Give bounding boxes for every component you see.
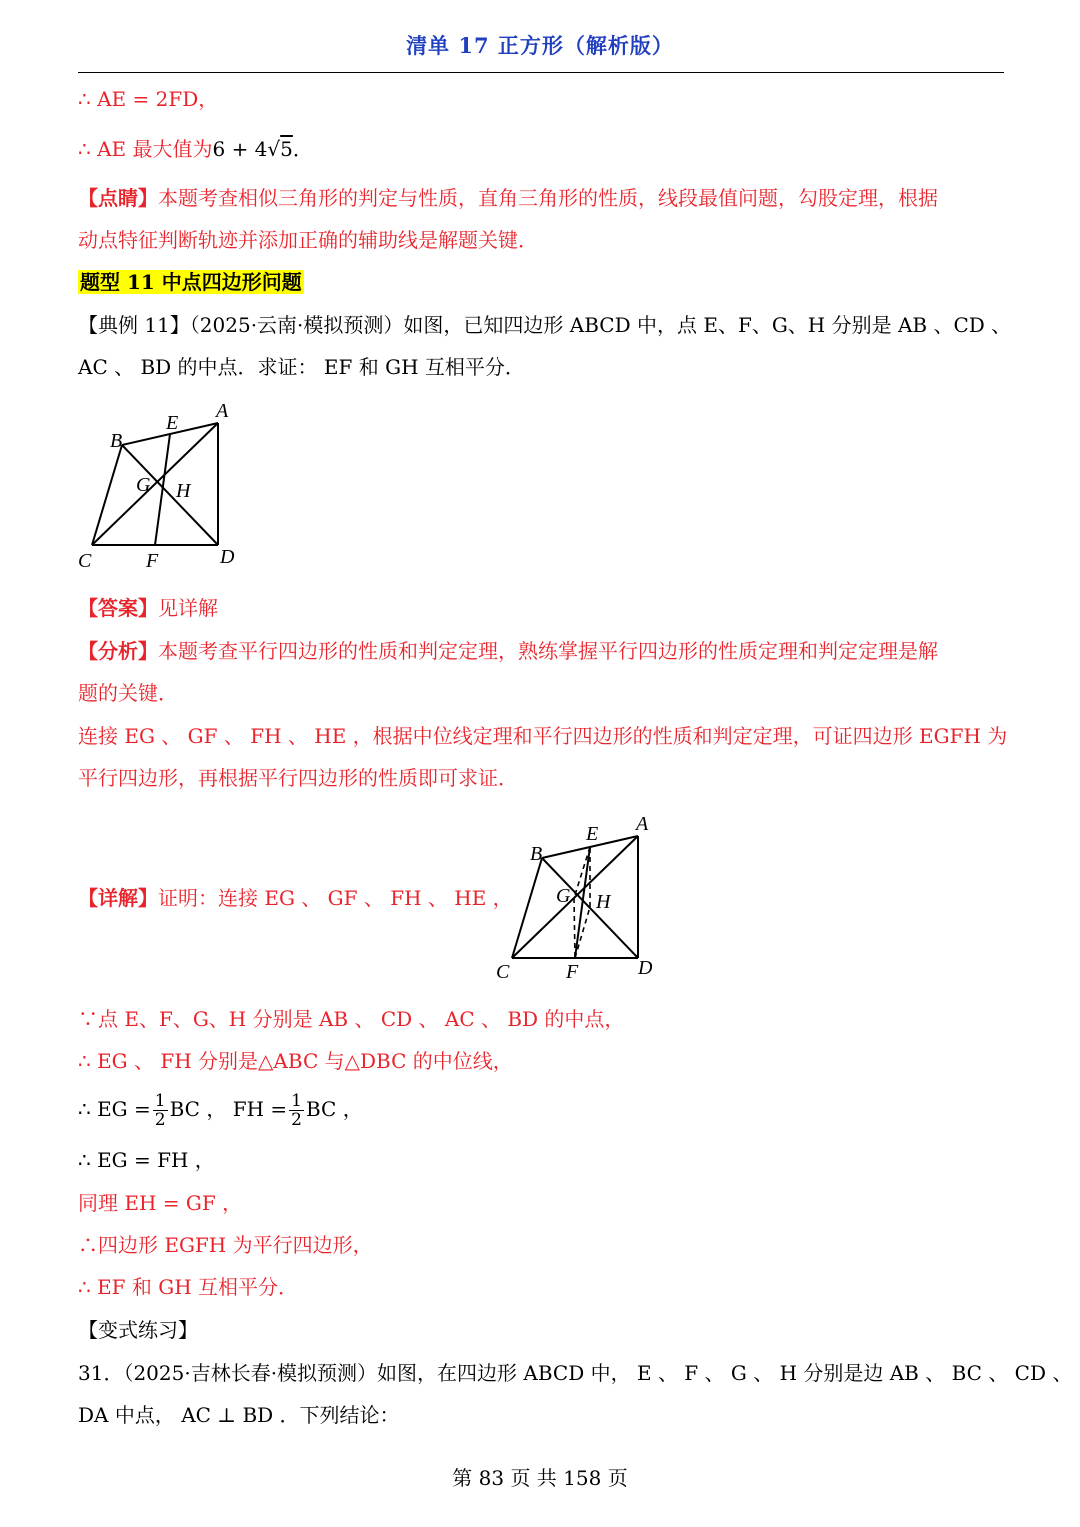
analysis-line-1 xyxy=(78,637,938,665)
detail-tag: 【详解】 xyxy=(78,886,158,910)
detail-line xyxy=(78,884,513,912)
fig2-label-e: E xyxy=(586,823,599,845)
fh-equation-rhs: BC ， xyxy=(305,1097,363,1121)
fig1-label-f: F xyxy=(146,550,159,572)
fig1-label-a: A xyxy=(216,400,229,422)
fraction-2-denominator: 2 xyxy=(291,1110,302,1130)
fig1-label-h: H xyxy=(176,480,191,502)
key-point-text: 本题考查相似三角形的判定与性质，直角三角形的性质，线段最值问题，勾股定理，根据 xyxy=(158,186,938,210)
fraction-one-half-2 xyxy=(289,1092,304,1129)
example-problem-line-1: 【典例 11】（2025·云南·模拟预测）如图，已知四边形 ABCD 中，点 E、F、G、H 分别是 AB 、CD 、 xyxy=(78,313,1012,337)
sqrt-sign: √ xyxy=(267,137,281,161)
section-heading xyxy=(78,268,304,296)
question-31-line-2: DA 中点， AC ⊥ BD ．下列结论： xyxy=(78,1403,400,1427)
proof-step-3 xyxy=(78,1090,363,1129)
eg-equation-lhs: ∴ EG = xyxy=(78,1097,151,1121)
question-31-line-1: 31．（2025·吉林长春·模拟预测）如图，在四边形 ABCD 中， E 、 F 、 G 、 H 分别是边 AB 、 BC 、 CD 、 xyxy=(78,1361,1073,1385)
fig2-dashed-gf xyxy=(574,898,575,958)
header-divider xyxy=(78,72,1004,73)
solution-line-2 xyxy=(78,135,313,163)
fig2-label-f: F xyxy=(566,961,579,983)
analysis-text: 本题考查平行四边形的性质和判定定理，熟练掌握平行四边形的性质定理和判定定理是解 xyxy=(158,639,938,663)
analysis-line-4: 平行四边形，再根据平行四边形的性质即可求证． xyxy=(78,766,518,790)
max-value-expression: 6 + 4 xyxy=(212,137,268,161)
fig2-segment-ef xyxy=(575,847,590,958)
example-problem-line-2: AC 、 BD 的中点．求证： EF 和 GH 互相平分． xyxy=(78,355,525,379)
fig2-diagonal-bd xyxy=(542,858,638,958)
page-header-title: 清单 17 正方形（解析版） xyxy=(406,33,674,58)
key-point-tag: 【点睛】 xyxy=(78,186,158,210)
proof-step-4: ∴ EG = FH ， xyxy=(78,1148,215,1172)
fig1-label-g: G xyxy=(136,474,151,496)
quadrilateral-figure-2 xyxy=(490,808,670,988)
fig2-label-g: G xyxy=(556,885,571,907)
fig1-label-b: B xyxy=(110,430,123,452)
quadrilateral-figure-1 xyxy=(70,395,250,575)
fig2-label-h: H xyxy=(596,891,611,913)
fig2-label-d: D xyxy=(638,957,653,979)
analysis-tag: 【分析】 xyxy=(78,639,158,663)
answer-tag: 【答案】 xyxy=(78,596,158,620)
fh-equation-lhs: BC ， FH = xyxy=(169,1097,288,1121)
key-point-line-2: 动点特征判断轨迹并添加正确的辅助线是解题关键． xyxy=(78,228,538,252)
key-point-line xyxy=(78,184,938,212)
variant-practice-heading: 【变式练习】 xyxy=(78,1318,198,1342)
fig1-label-c: C xyxy=(78,550,92,572)
analysis-line-2: 题的关键． xyxy=(78,681,178,705)
fraction-1-denominator: 2 xyxy=(154,1110,166,1130)
detail-text: 证明：连接 EG 、 GF 、 FH 、 HE ， xyxy=(158,886,513,910)
fig1-label-e: E xyxy=(166,412,179,434)
proof-step-7: ∴ EF 和 GH 互相平分． xyxy=(78,1275,299,1299)
section-heading-text: 题型 11 中点四边形问题 xyxy=(80,270,302,294)
solution-line-1: ∴ AE = 2FD， xyxy=(78,87,219,111)
sqrt-radicand: 5 xyxy=(280,137,293,161)
fig2-dashed-fh xyxy=(575,907,590,958)
fraction-2-numerator: 1 xyxy=(291,1091,302,1111)
fig1-segment-ef xyxy=(155,434,170,545)
fig2-label-c: C xyxy=(496,961,510,983)
period: ． xyxy=(292,137,313,161)
fig2-label-b: B xyxy=(530,843,543,865)
fraction-one-half-1 xyxy=(153,1092,168,1129)
page-footer: 第 83 页 共 158 页 xyxy=(452,1466,628,1490)
proof-step-2: ∴ EG 、 FH 分别是△ABC 与△DBC 的中位线， xyxy=(78,1049,513,1073)
proof-step-1: ∵点 E、F、G、H 分别是 AB 、 CD 、 AC 、 BD 的中点， xyxy=(78,1007,625,1031)
answer-text: 见详解 xyxy=(158,596,218,620)
fig2-label-a: A xyxy=(636,813,649,835)
fraction-1-numerator: 1 xyxy=(154,1091,166,1111)
answer-line xyxy=(78,594,218,622)
proof-step-6: ∴四边形 EGFH 为平行四边形， xyxy=(78,1233,373,1257)
max-value-text: ∴ AE 最大值为 xyxy=(78,137,213,161)
analysis-line-3: 连接 EG 、 GF 、 FH 、 HE ，根据中位线定理和平行四边形的性质和判定定理，可证四边形 EGFH 为 xyxy=(78,724,1008,748)
fig1-label-d: D xyxy=(220,546,235,568)
proof-step-5: 同理 EH = GF ， xyxy=(78,1191,243,1215)
